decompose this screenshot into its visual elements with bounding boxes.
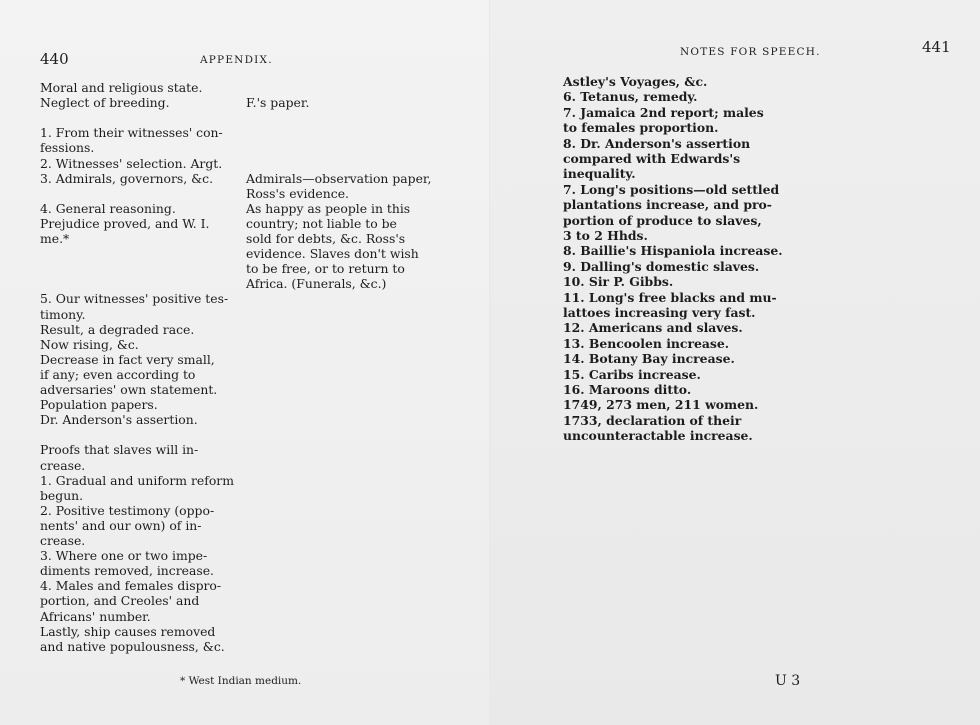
text-line: 4. Males and females dispro- (40, 578, 222, 594)
text-line: 10. Sir P. Gibbs. (563, 274, 674, 290)
text-line: crease. (40, 457, 86, 473)
right-page (490, 0, 980, 725)
text-line: 2. Witnesses' selection. Argt. (40, 155, 223, 171)
text-line: me.* (40, 231, 70, 246)
text-line: 4. General reasoning. (40, 200, 176, 216)
text-line: 1733, declaration of their (563, 412, 742, 428)
text-line: if any; even according to (40, 366, 196, 382)
text-line: country; not liable to be (246, 215, 397, 231)
text-line: Lastly, ship causes removed (40, 623, 216, 639)
text-line: inequality. (563, 166, 636, 182)
text-line: adversaries' own statement. (40, 382, 218, 397)
text-line: 7. Jamaica 2nd report; males (563, 104, 764, 120)
text-line: nents' and our own) of in- (40, 517, 202, 533)
text-line: 7. Long's positions—old settled (563, 181, 780, 197)
text-line: Dr. Anderson's assertion. (40, 412, 198, 428)
text-line: 1. From their witnesses' con- (40, 125, 223, 141)
text-line: uncounteractable increase. (563, 428, 753, 444)
text-line: 5. Our witnesses' positive tes- (40, 291, 229, 307)
text-line: to be free, or to return to (246, 261, 405, 277)
right-page-number: 441 (922, 38, 951, 56)
footnote: * West Indian medium. (180, 675, 302, 687)
right-running-head: NOTES FOR SPEECH. (680, 46, 821, 58)
text-line: 14. Botany Bay increase. (563, 351, 735, 367)
text-line: and native populousness, &c. (40, 638, 225, 654)
text-line: Decrease in fact very small, (40, 351, 215, 367)
text-line: Now rising, &c. (40, 336, 139, 352)
text-line: Result, a degraded race. (40, 321, 195, 337)
text-line: 8. Baillie's Hispaniola increase. (563, 243, 783, 259)
text-line: 11. Long's free blacks and mu- (563, 289, 777, 305)
text-line: to females proportion. (563, 120, 719, 136)
text-line: 2. Positive testimony (oppo- (40, 502, 215, 518)
text-line: crease. (40, 533, 86, 548)
text-line: compared with Edwards's (563, 151, 741, 166)
text-line: plantations increase, and pro- (563, 197, 772, 213)
text-line: sold for debts, &c. Ross's (246, 231, 406, 246)
text-line: evidence. Slaves don't wish (246, 246, 419, 262)
left-page-number: 440 (40, 50, 69, 68)
text-line: Astley's Voyages, &c. (563, 74, 708, 89)
text-line: lattoes increasing very fast. (563, 305, 756, 320)
text-line: 3 to 2 Hhds. (563, 228, 648, 243)
text-line: portion of produce to slaves, (563, 212, 762, 228)
text-line: 13. Bencoolen increase. (563, 335, 730, 351)
text-line: Population papers. (40, 397, 158, 413)
text-line: 3. Admirals, governors, &c. (40, 170, 214, 186)
text-line: 3. Where one or two impe- (40, 548, 208, 564)
text-line: 1. Gradual and uniform reform (40, 472, 234, 488)
left-running-head: APPENDIX. (200, 54, 273, 66)
text-line: F.'s paper. (246, 95, 310, 111)
text-line: Proofs that slaves will in- (40, 442, 199, 458)
text-line: 1749, 273 men, 211 women. (563, 397, 759, 413)
text-line: begun. (40, 487, 84, 503)
text-line: portion, and Creoles' and (40, 593, 200, 609)
text-line: 8. Dr. Anderson's assertion (563, 135, 751, 151)
text-line: Africa. (Funerals, &c.) (246, 276, 387, 292)
text-line: Ross's evidence. (246, 185, 349, 201)
text-line: Moral and religious state. (40, 80, 203, 95)
text-line: Africans' number. (40, 608, 151, 624)
text-line: Admirals—observation paper, (246, 170, 432, 186)
text-line: 9. Dalling's domestic slaves. (563, 258, 760, 274)
text-line: As happy as people in this (246, 200, 411, 216)
text-line: diments removed, increase. (40, 563, 214, 579)
text-line: 15. Caribs increase. (563, 366, 701, 382)
text-line: timony. (40, 306, 86, 322)
text-line: Neglect of breeding. (40, 95, 170, 111)
text-line: fessions. (40, 140, 95, 156)
text-line: 16. Maroons ditto. (563, 382, 692, 397)
signature-mark: U 3 (775, 673, 801, 689)
text-line: Prejudice proved, and W. I. (40, 215, 210, 231)
text-line: 6. Tetanus, remedy. (563, 89, 698, 105)
text-line: 12. Americans and slaves. (563, 320, 743, 336)
